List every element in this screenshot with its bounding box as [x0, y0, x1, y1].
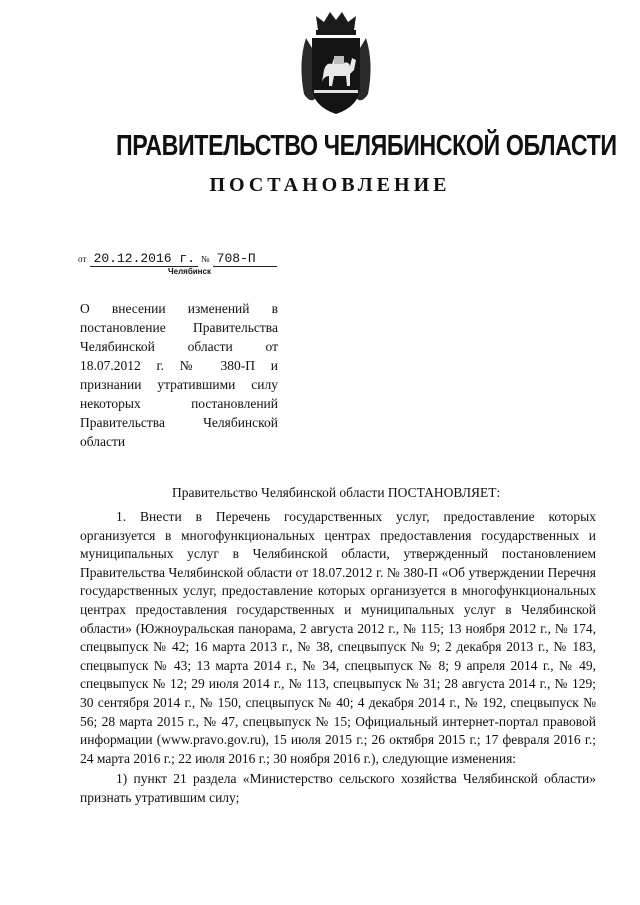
document-type: ПОСТАНОВЛЕНИЕ — [209, 174, 451, 196]
document-number: 708-П — [213, 251, 277, 267]
paragraph: 1) пункт 21 раздела «Министерство сельского хозяйства Челябинской области» признать утратившим силу; — [80, 771, 596, 805]
chelyabinsk-coat-of-arms-icon — [294, 8, 378, 118]
paragraph: 1. Внести в Перечень государственных услуг, предоставление которых организуется в многофункциональных центрах предоставления государственных и муниципальных услуг в Челябинской области, утвержденный постановлением Правительства Челябинской области от 18.07.2012 г. № 380-П «Об утверждении Перечня государственных услуг, предоставление которых организуется в многофункциональных центрах предоставления государственных и муниципальных услуг в Челябинской области» (Южноуральская панорама, 2 августа 2012 г., № 115; 13 ноября 2012 г., № 174, спецвыпуск № 42; 16 марта 2013 г., № 38, спецвыпуск № 9; 2 декабря 2013 г., № 183, спецвыпуск № 43; 13 марта 2014 г., № 34, спецвыпуск № 8; 9 апреля 2014 г., № 49, спецвыпуск № 12; 29 июля 2014 г., № 113, спецвыпуск № 31; 28 августа 2014 г., № 129; 30 сентября 2014 г., № 150, спецвыпуск № 40; 4 декабря 2014 г., № 192, спецвыпуск № 56; 28 марта 2015 г., № 47, спецвыпуск № 15; Официальный интернет-портал правовой информации (www.pravo.gov.ru), 15 июля 2015 г.; 26 октября 2015 г.; 17 февраля 2016 г.; 24 марта 2016 г.; 22 июля 2016 г.; 30 ноября 2016 г.), следующие изменения: — [80, 509, 596, 766]
date-number-row — [78, 250, 277, 267]
city-label: Челябинск — [168, 267, 211, 276]
government-title: ПРАВИТЕЛЬСТВО ЧЕЛЯБИНСКОЙ ОБЛАСТИ — [116, 130, 617, 162]
document-body — [80, 508, 596, 808]
document-date: 20.12.2016 г. — [90, 251, 198, 267]
date-prefix: от — [78, 254, 87, 264]
number-prefix: № — [200, 254, 210, 264]
document-subject: О внесении изменений в постановление Правительства Челябинской области от 18.07.2012 г. № 380-П и признании утратившими силу некоторых постановлений Правительства Челябинской области — [80, 301, 278, 449]
preamble: Правительство Челябинской области ПОСТАНОВЛЯЕТ: — [172, 485, 501, 500]
